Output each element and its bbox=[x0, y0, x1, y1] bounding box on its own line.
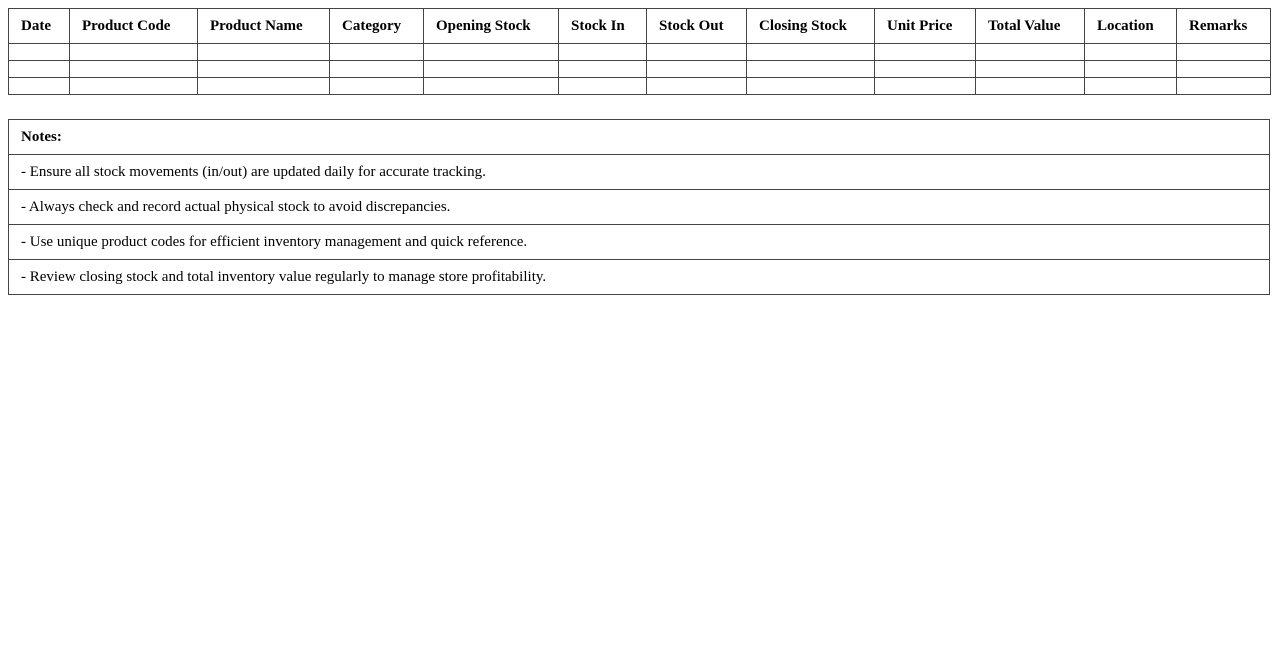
table-cell[interactable] bbox=[976, 44, 1085, 61]
table-cell[interactable] bbox=[424, 78, 559, 95]
table-cell[interactable] bbox=[70, 78, 198, 95]
table-cell[interactable] bbox=[9, 44, 70, 61]
column-header-product-name: Product Name bbox=[198, 9, 330, 44]
table-cell[interactable] bbox=[647, 61, 747, 78]
table-cell[interactable] bbox=[747, 61, 875, 78]
table-row bbox=[9, 78, 1271, 95]
table-cell[interactable] bbox=[9, 61, 70, 78]
table-cell[interactable] bbox=[976, 61, 1085, 78]
table-cell[interactable] bbox=[647, 44, 747, 61]
column-header-category: Category bbox=[330, 9, 424, 44]
note-row bbox=[9, 260, 1270, 295]
table-cell[interactable] bbox=[9, 78, 70, 95]
column-header-stock-out: Stock Out bbox=[647, 9, 747, 44]
table-cell[interactable] bbox=[330, 44, 424, 61]
table-cell[interactable] bbox=[1177, 61, 1271, 78]
note-item: - Ensure all stock movements (in/out) are updated daily for accurate tracking. bbox=[9, 155, 1270, 190]
column-header-opening-stock: Opening Stock bbox=[424, 9, 559, 44]
notes-table bbox=[8, 119, 1270, 295]
column-header-total-value: Total Value bbox=[976, 9, 1085, 44]
table-cell[interactable] bbox=[559, 78, 647, 95]
note-row bbox=[9, 225, 1270, 260]
table-cell[interactable] bbox=[1085, 78, 1177, 95]
table-cell[interactable] bbox=[1085, 44, 1177, 61]
table-cell[interactable] bbox=[198, 61, 330, 78]
table-cell[interactable] bbox=[330, 61, 424, 78]
column-header-stock-in: Stock In bbox=[559, 9, 647, 44]
note-item: - Review closing stock and total inventory value regularly to manage store profitability. bbox=[9, 260, 1270, 295]
table-cell[interactable] bbox=[875, 44, 976, 61]
table-cell[interactable] bbox=[875, 78, 976, 95]
note-row bbox=[9, 190, 1270, 225]
column-header-remarks: Remarks bbox=[1177, 9, 1271, 44]
column-header-location: Location bbox=[1085, 9, 1177, 44]
table-cell[interactable] bbox=[1177, 78, 1271, 95]
table-cell[interactable] bbox=[647, 78, 747, 95]
inventory-table bbox=[8, 8, 1271, 95]
table-cell[interactable] bbox=[875, 61, 976, 78]
column-header-product-code: Product Code bbox=[70, 9, 198, 44]
table-cell[interactable] bbox=[330, 78, 424, 95]
notes-title-row bbox=[9, 120, 1270, 155]
notes-title: Notes: bbox=[9, 120, 1270, 155]
table-cell[interactable] bbox=[424, 44, 559, 61]
column-header-closing-stock: Closing Stock bbox=[747, 9, 875, 44]
table-cell[interactable] bbox=[198, 44, 330, 61]
table-cell[interactable] bbox=[1177, 44, 1271, 61]
table-cell[interactable] bbox=[747, 78, 875, 95]
note-item: - Use unique product codes for efficient inventory management and quick reference. bbox=[9, 225, 1270, 260]
column-header-date: Date bbox=[9, 9, 70, 44]
table-row bbox=[9, 44, 1271, 61]
table-cell[interactable] bbox=[1085, 61, 1177, 78]
table-cell[interactable] bbox=[976, 78, 1085, 95]
table-cell[interactable] bbox=[559, 44, 647, 61]
table-cell[interactable] bbox=[198, 78, 330, 95]
table-header-row bbox=[9, 9, 1271, 44]
table-row bbox=[9, 61, 1271, 78]
note-item: - Always check and record actual physical stock to avoid discrepancies. bbox=[9, 190, 1270, 225]
table-cell[interactable] bbox=[70, 44, 198, 61]
table-cell[interactable] bbox=[747, 44, 875, 61]
table-cell[interactable] bbox=[70, 61, 198, 78]
table-cell[interactable] bbox=[424, 61, 559, 78]
note-row bbox=[9, 155, 1270, 190]
column-header-unit-price: Unit Price bbox=[875, 9, 976, 44]
table-cell[interactable] bbox=[559, 61, 647, 78]
